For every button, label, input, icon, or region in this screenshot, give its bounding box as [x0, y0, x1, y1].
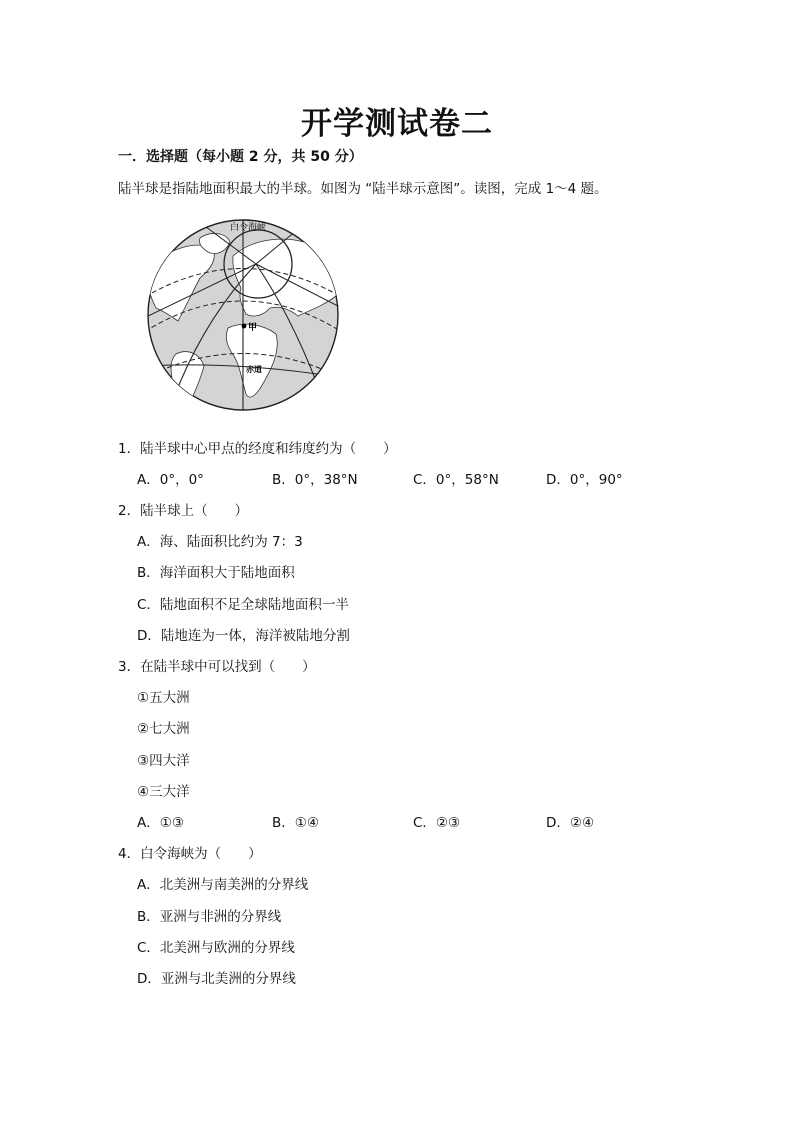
q3-item-2: ②七大洲 [137, 721, 190, 737]
question-2-stem: 2．陆半球上（ ） [118, 503, 249, 519]
section-heading: 一．选择题（每小题 2 分，共 50 分） [118, 149, 363, 165]
question-3-stem: 3．在陆半球中可以找到（ ） [118, 659, 316, 675]
q4-option-a[interactable]: A．北美洲与南美洲的分界线 [137, 877, 309, 893]
q1-option-d[interactable]: D．0°，90° [546, 472, 623, 488]
q3-item-3: ③四大洋 [137, 753, 190, 769]
q3-item-1: ①五大洲 [137, 690, 190, 706]
q4-option-c[interactable]: C．北美洲与欧洲的分界线 [137, 940, 295, 956]
q3-option-a[interactable]: A．①③ [137, 815, 184, 831]
q3-option-b[interactable]: B．①④ [272, 815, 319, 831]
q1-option-b[interactable]: B．0°，38°N [272, 472, 358, 488]
point-jia-marker [242, 324, 247, 329]
south-america-shape [171, 352, 204, 411]
q3-item-4: ④三大洋 [137, 784, 190, 800]
question-4-stem: 4．白令海峡为（ ） [118, 846, 262, 862]
q1-option-a[interactable]: A．0°，0° [137, 472, 204, 488]
question-1-stem: 1．陆半球中心甲点的经度和纬度约为（ ） [118, 441, 397, 457]
q1-option-c[interactable]: C．0°，58°N [413, 472, 499, 488]
q3-option-c[interactable]: C．②③ [413, 815, 461, 831]
label-jia: 甲 [248, 323, 258, 333]
page-title: 开学测试卷二 [301, 106, 493, 142]
eurasia-shape [233, 239, 337, 316]
intro-text: 陆半球是指陆地面积最大的半球。如图为 “陆半球示意图”。读图，完成 1～4 题。 [118, 181, 608, 197]
q3-option-d[interactable]: D．②④ [546, 815, 595, 831]
land-hemisphere-map [138, 216, 348, 414]
label-equator: 赤道 [246, 365, 262, 374]
q2-option-c[interactable]: C．陆地面积不足全球陆地面积一半 [137, 597, 349, 613]
q2-option-a[interactable]: A．海、陆面积比约为 7：3 [137, 534, 303, 550]
q4-option-d[interactable]: D．亚洲与北美洲的分界线 [137, 971, 296, 987]
q4-option-b[interactable]: B．亚洲与非洲的分界线 [137, 909, 282, 925]
q2-option-d[interactable]: D．陆地连为一体，海洋被陆地分割 [137, 628, 350, 644]
label-bering: 白令海峡 [230, 223, 267, 233]
q2-option-b[interactable]: B．海洋面积大于陆地面积 [137, 565, 295, 581]
